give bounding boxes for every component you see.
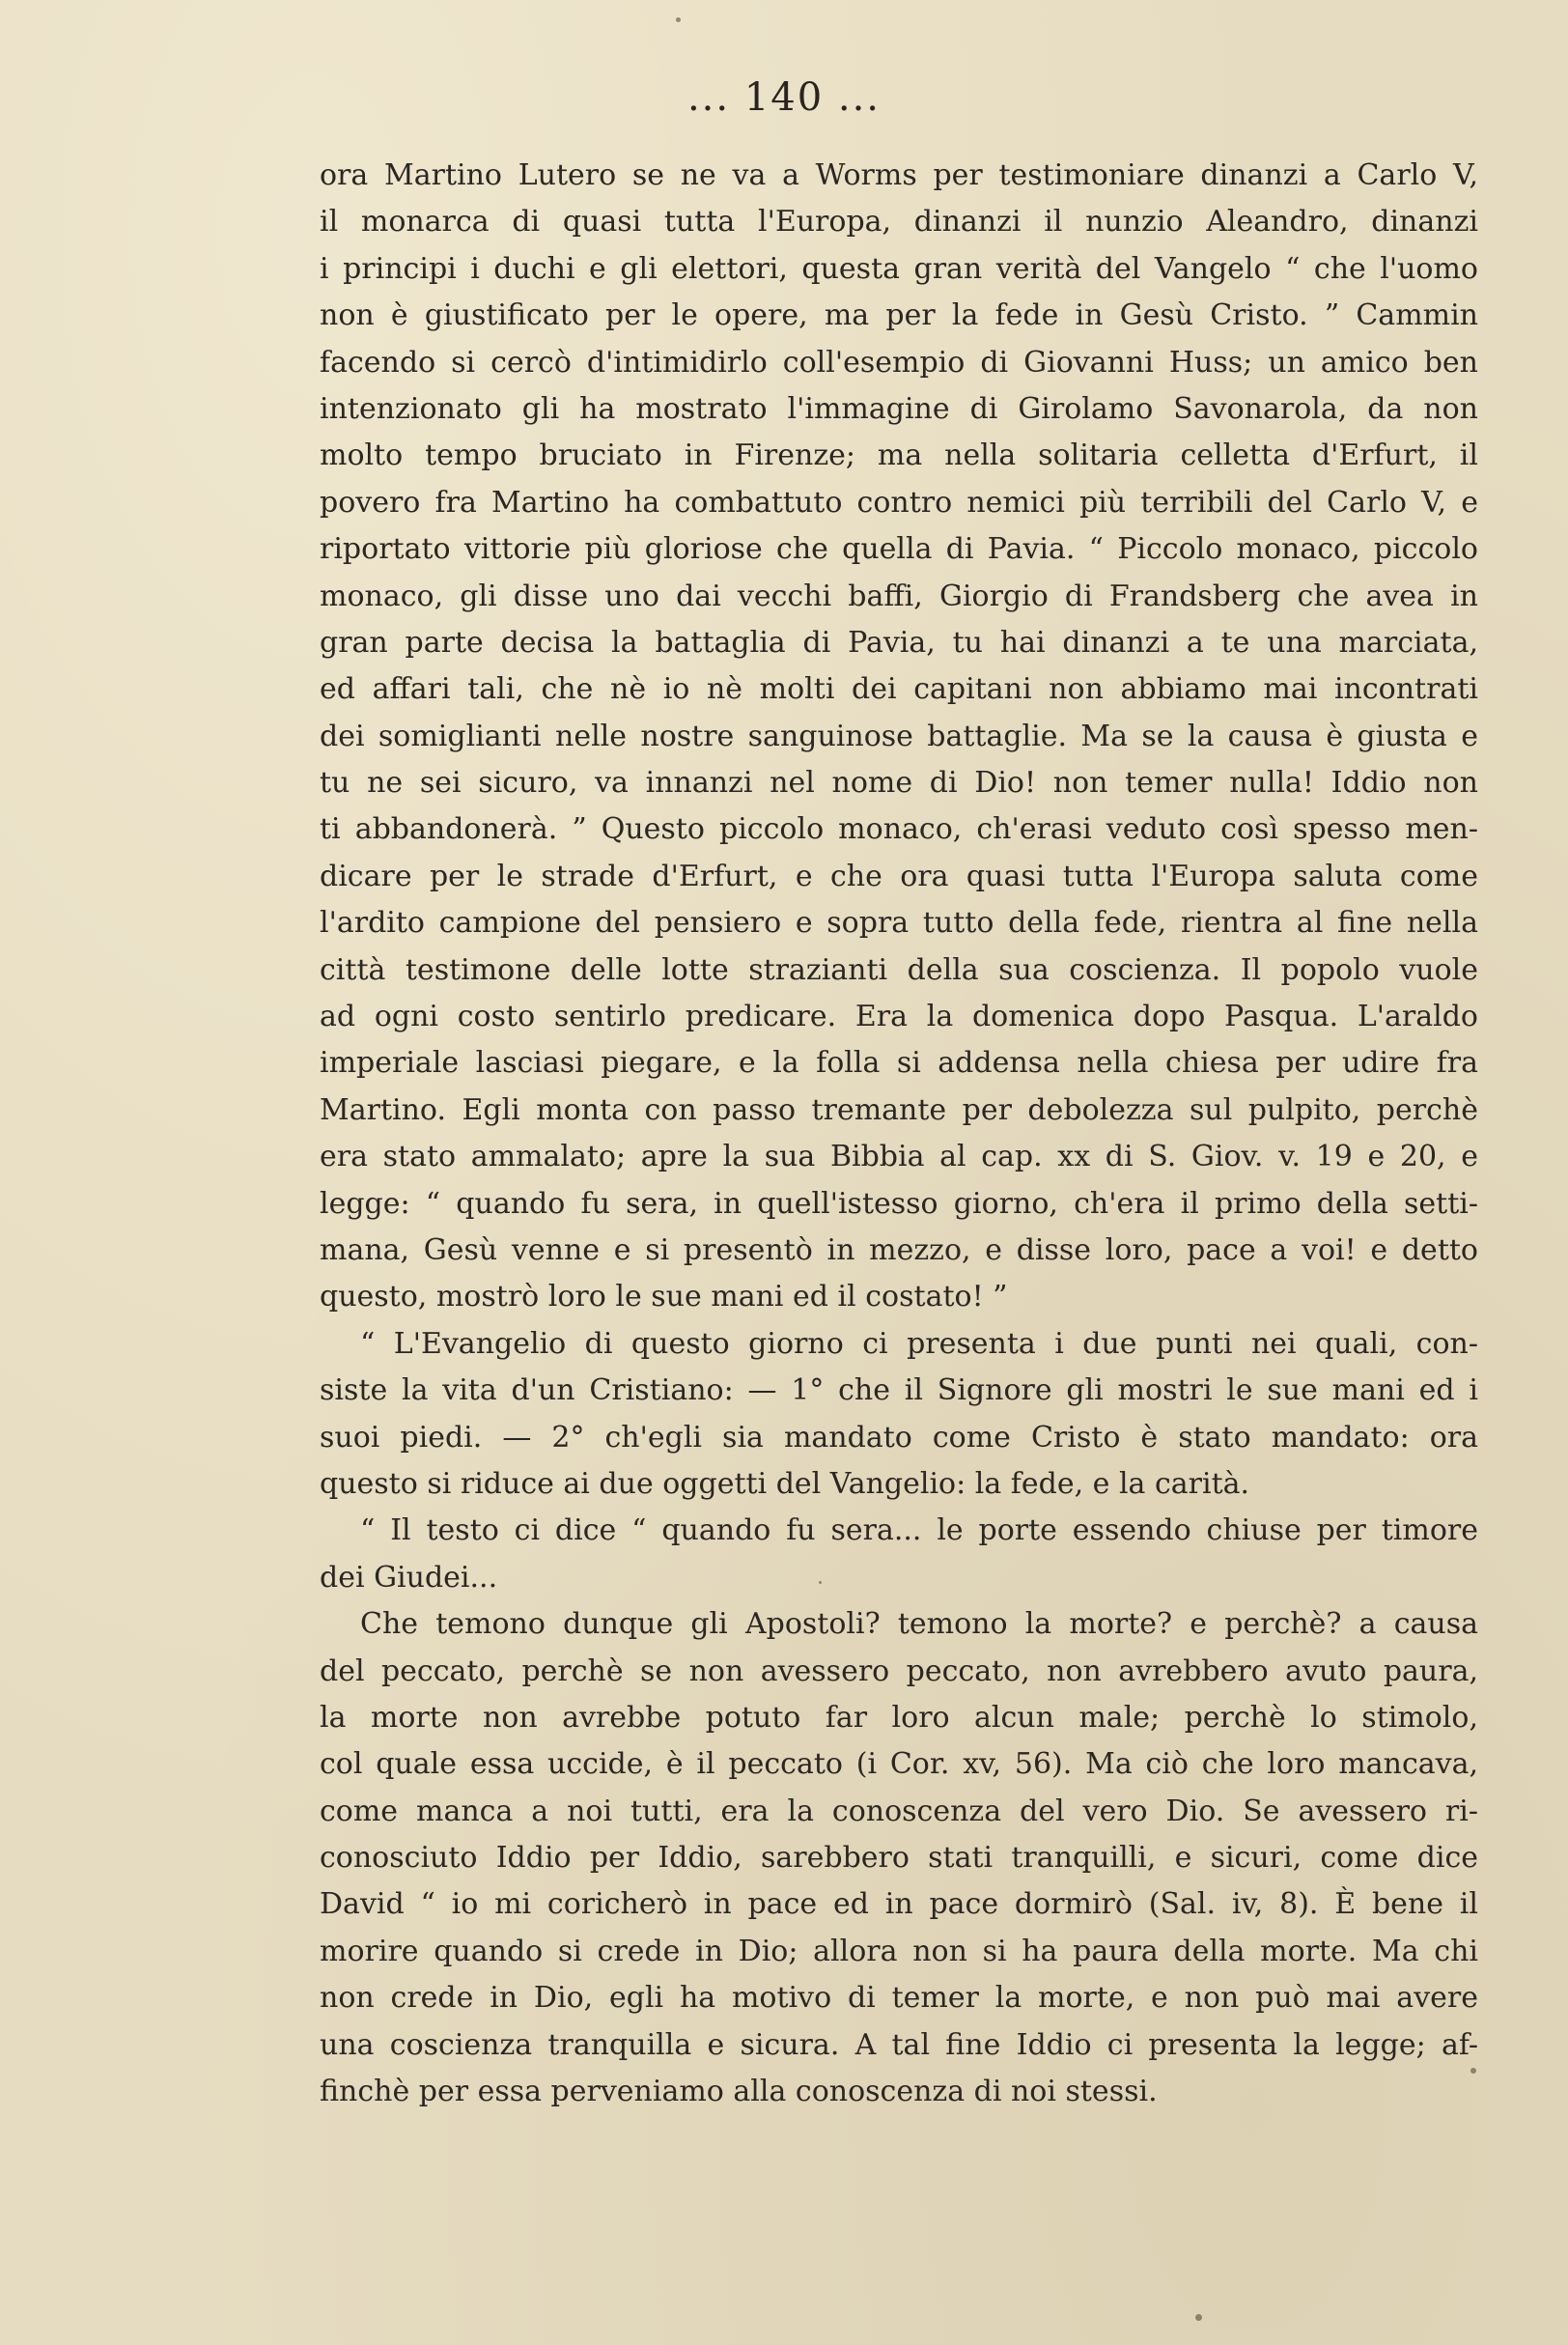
page-number: ... 140 ...	[686, 75, 882, 120]
paper-speck	[819, 1581, 822, 1584]
text-line: monaco, gli disse uno dai vecchi baffi, Giorgio di Frandsberg che avea in	[320, 579, 1478, 613]
text-line: imperiale lasciasi piegare, e la folla si addensa nella chiesa per udire fra	[320, 1046, 1478, 1081]
text-line: dicare per le strade d'Erfurt, e che ora quasi tutta l'Europa saluta come	[320, 859, 1478, 893]
text-line: mana, Gesù venne e si presentò in mezzo, e disse loro, pace a voi! e detto	[320, 1232, 1478, 1267]
text-line: come manca a noi tutti, era la conoscenza del vero Dio. Se avessero ri-	[320, 1794, 1478, 1828]
text-line: era stato ammalato; apre la sua Bibbia al cap. xx di S. Giov. v. 19 e 20, e	[320, 1140, 1478, 1174]
text-line: non crede in Dio, egli ha motivo di temer la morte, e non può mai avere	[320, 1981, 1478, 2016]
text-line: “ Il testo ci dice “ quando fu sera... le porte essendo chiuse per timore	[360, 1513, 1478, 1548]
text-line: legge: “ quando fu sera, in quell'istesso giorno, ch'era il primo della setti-	[320, 1186, 1478, 1221]
text-line: Martino. Egli monta con passo tremante per debolezza sul pulpito, perchè	[320, 1092, 1478, 1127]
text-line: riportato vittorie più gloriose che quella di Pavia. “ Piccolo monaco, piccolo	[320, 532, 1478, 567]
text-line: non è giustificato per le opere, ma per la fede in Gesù Cristo. ” Cammin	[320, 298, 1478, 333]
text-line: conosciuto Iddio per Iddio, sarebbero stati tranquilli, e sicuri, come dice	[320, 1841, 1478, 1876]
text-line: intenzionato gli ha mostrato l'immagine di Girolamo Savonarola, da non	[320, 391, 1478, 426]
text-line: del peccato, perchè se non avessero peccato, non avrebbero avuto paura,	[320, 1653, 1478, 1688]
text-line: tu ne sei sicuro, va innanzi nel nome di Dio! non temer nulla! Iddio non	[320, 766, 1478, 801]
text-line: una coscienza tranquilla e sicura. A tal fine Iddio ci presenta la legge; af-	[320, 2027, 1478, 2062]
text-line: gran parte decisa la battaglia di Pavia, tu hai dinanzi a te una marciata,	[320, 625, 1478, 660]
text-line: morire quando si crede in Dio; allora non si ha paura della morte. Ma chi	[320, 1934, 1478, 1968]
text-line: col quale essa uccide, è il peccato (i Cor. xv, 56). Ma ciò che loro mancava,	[320, 1747, 1478, 1782]
text-line: l'ardito campione del pensiero e sopra tutto della fede, rientra al fine nella	[320, 906, 1478, 941]
text-line: i principi i duchi e gli elettori, questa gran verità del Vangelo “ che l'uomo	[320, 251, 1478, 286]
text-line: ed affari tali, che nè io nè molti dei capitani non abbiamo mai incontrati	[320, 672, 1478, 707]
text-line: il monarca di quasi tutta l'Europa, dinanzi il nunzio Aleandro, dinanzi	[320, 205, 1478, 240]
text-line: facendo si cercò d'intimidirlo coll'esempio di Giovanni Huss; un amico ben	[320, 345, 1478, 380]
text-line: questo, mostrò loro le sue mani ed il costato! ”	[320, 1280, 1008, 1314]
paper-speck	[676, 17, 681, 22]
text-line: molto tempo bruciato in Firenze; ma nella solitaria celletta d'Erfurt, il	[320, 438, 1478, 473]
text-line: la morte non avrebbe potuto far loro alcun male; perchè lo stimolo,	[320, 1700, 1478, 1735]
body-text	[320, 153, 1478, 2115]
text-line: ora Martino Lutero se ne va a Worms per testimoniare dinanzi a Carlo V,	[320, 158, 1478, 192]
text-line: questo si riduce ai due oggetti del Vangelio: la fede, e la carità.	[320, 1466, 1250, 1501]
text-line: Che temono dunque gli Apostoli? temono la morte? e perchè? a causa	[360, 1607, 1478, 1642]
text-line: siste la vita d'un Cristiano: — 1° che il Signore gli mostri le sue mani ed i	[320, 1373, 1478, 1408]
text-line: “ L'Evangelio di questo giorno ci presenta i due punti nei quali, con-	[360, 1326, 1478, 1361]
text-line: finchè per essa perveniamo alla conoscenza di noi stessi.	[320, 2075, 1158, 2109]
paper-speck	[1470, 2068, 1476, 2074]
text-line: dei somiglianti nelle nostre sanguinose battaglie. Ma se la causa è giusta e	[320, 719, 1478, 753]
text-line: povero fra Martino ha combattuto contro nemici più terribili del Carlo V, e	[320, 485, 1478, 520]
text-line: suoi piedi. — 2° ch'egli sia mandato come Cristo è stato mandato: ora	[320, 1420, 1478, 1455]
text-line: dei Giudei...	[320, 1560, 498, 1595]
text-line: ad ogni costo sentirlo predicare. Era la domenica dopo Pasqua. L'araldo	[320, 1000, 1478, 1034]
paper-speck	[1195, 2314, 1202, 2321]
text-line: ti abbandonerà. ” Questo piccolo monaco, ch'erasi veduto così spesso men-	[320, 812, 1478, 847]
text-line: David “ io mi coricherò in pace ed in pace dormirò (Sal. iv, 8). È bene il	[320, 1887, 1478, 1922]
text-line: città testimone delle lotte strazianti della sua coscienza. Il popolo vuole	[320, 952, 1478, 987]
